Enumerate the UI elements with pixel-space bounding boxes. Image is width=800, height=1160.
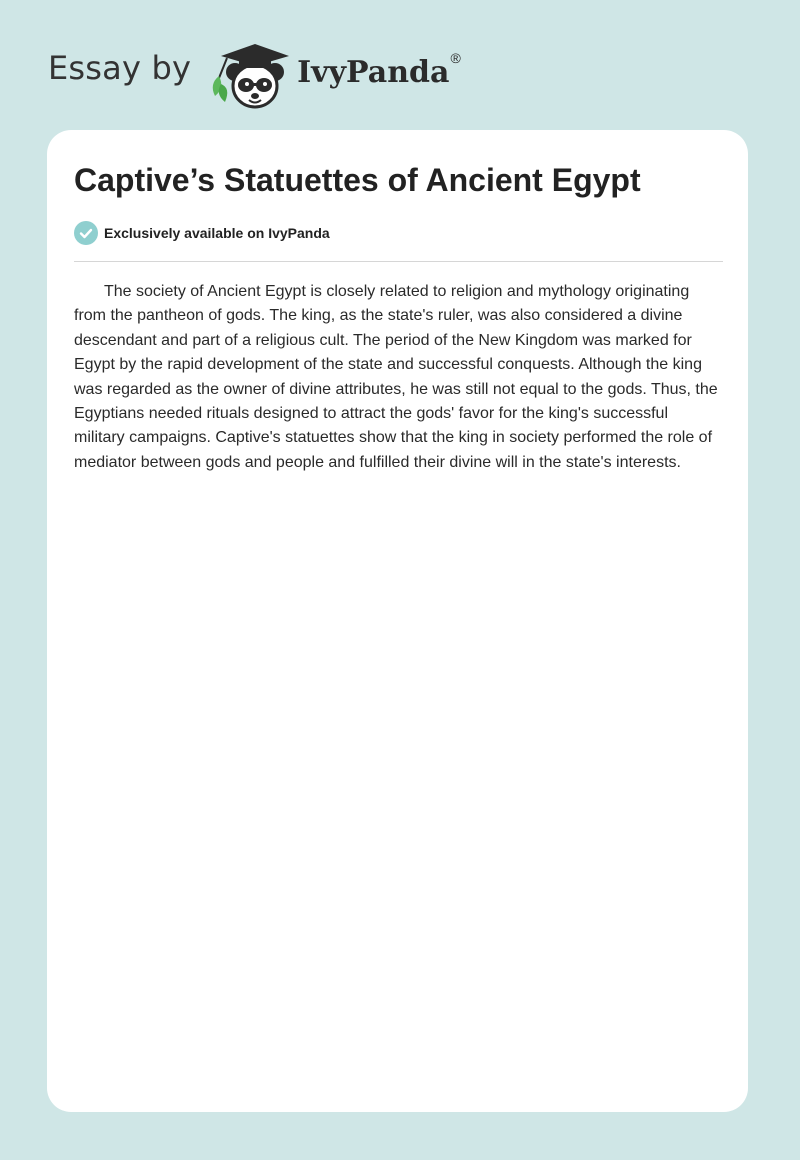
site-header	[48, 32, 461, 112]
registered-mark: ®	[450, 50, 461, 66]
exclusive-badge	[74, 221, 330, 245]
check-circle-icon	[74, 221, 98, 245]
essay-title: Captive’s Statuettes of Ancient Egypt	[74, 162, 641, 198]
panda-graduation-cap-icon	[205, 32, 293, 112]
title-divider	[74, 261, 723, 262]
essay-paragraph: The society of Ancient Egypt is closely related to religion and mythology originating from the pantheon of gods. The king, as the state's ruler, was also considered a divine descendant and part of a religious cult. The period of the New Kingdom was marked for Egypt by the rapid development of the state and successful conquests. Although the king was regarded as the owner of divine attributes, he was still not equal to the gods. Thus, the Egyptians needed rituals designed to attract the gods' favor for the king's successful military campaigns. Captive's statuettes show that the king in society performed the role of mediator between gods and people and fulfilled their divine will in the state's interests.	[74, 283, 718, 471]
brand-prefix: Essay by	[48, 49, 192, 87]
brand-name: IvyPanda	[297, 54, 450, 90]
exclusive-badge-label: Exclusively available on IvyPanda	[104, 225, 330, 241]
essay-card	[47, 130, 748, 1112]
